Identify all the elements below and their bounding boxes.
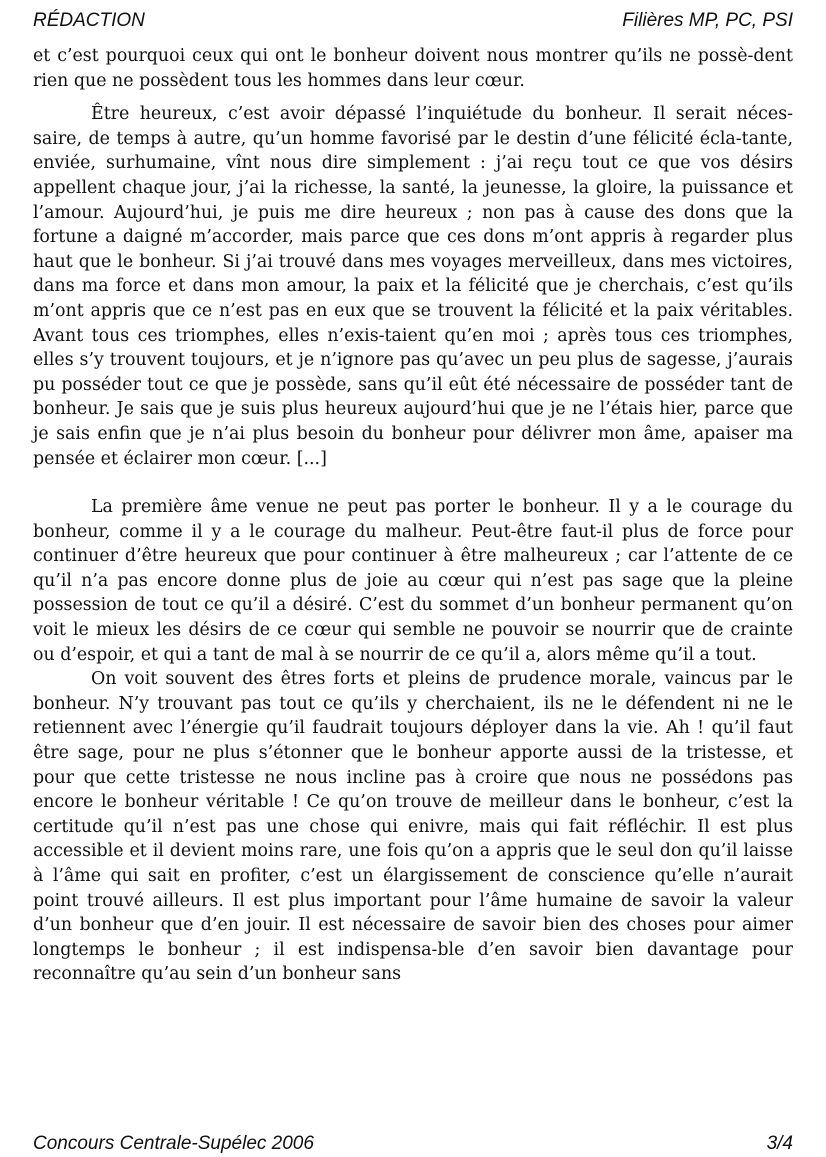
header-streams: Filières MP, PC, PSI [622,10,793,31]
header-section-title: RÉDACTION [33,10,145,31]
body-text [33,44,793,987]
paragraph-premiere-ame: La première âme venue ne peut pas porter le bonheur. Il y a le courage du bonheur, comme il y a le courage du malheur. Peut-être faut-il plus de force pour continuer d’être heureux que pour continuer à être malheureux ; car l’attente de ce qu’il n’a pas encore donne plus de joie au cœur qui n’est pas sage que la pleine possession de tout ce qu’il a désiré. C’est du sommet d’un bonheur permanent qu’on voit le mieux les désirs de ce cœur qui semble ne pouvoir se nourrir que de crainte ou d’espoir, et qui a tant de mal à se nourrir de ce qu’il a, alors même qu’il a tout. [33,497,793,665]
paragraph-etre-heureux: Être heureux, c’est avoir dépassé l’inquiétude du bonheur. Il serait néces-saire, de temps à autre, qu’un homme favorisé par le destin d’une félicité écla-tante, enviée, surhumaine, vînt nous dire simplement : j’ai reçu tout ce que vos désirs appellent chaque jour, j’ai la richesse, la santé, la jeunesse, la gloire, la puissance et l’amour. Aujourd’hui, je puis me dire heureux ; non pas à cause des dons que la fortune a daigné m’accorder, mais parce que ces dons m’ont appris à regarder plus haut que le bonheur. Si j’ai trouvé dans mes voyages merveilleux, dans mes victoires, dans ma force et dans mon amour, la paix et la félicité que je cherchais, c’est qu’ils m’ont appris que ce n’est pas en eux que se trouvent la félicité et la paix véritables. Avant tous ces triomphes, elles n’exis-taient qu’en moi ; après tous ces triomphes, elles s’y trouvent toujours, et je n’ignore pas qu’avec un peu plus de sagesse, j’aurais pu posséder tout ce que je possède, sans qu’il eût été nécessaire de posséder tant de bonheur. Je sais que je suis plus heureux aujourd’hui que je ne l’étais hier, parce que je sais enfin que je n’ai plus besoin du bonheur pour délivrer mon âme, apaiser ma pensée et éclairer mon cœur. [...] [33,104,793,469]
page-footer [33,1133,793,1157]
page-header [33,10,793,36]
footer-page-number: 3/4 [766,1133,793,1154]
footer-exam-name: Concours Centrale-Supélec 2006 [33,1133,314,1154]
paragraph-on-voit-souvent: On voit souvent des êtres forts et pleins de prudence morale, vaincus par le bonheur. N’y trouvant pas tout ce qu’ils y cherchaient, ils ne le défendent ni ne le retiennent avec l’énergie qu’il faudrait toujours déployer dans la vie. Ah ! qu’il faut être sage, pour ne plus s’étonner que le bonheur apporte aussi de la tristesse, et pour que cette tristesse ne nous incline pas à croire que nous ne possédons pas encore le bonheur véritable ! Ce qu’on trouve de meilleur dans le bonheur, c’est la certitude qu’il n’est pas une chose qui enivre, mais qui fait réfléchir. Il est plus accessible et il devient moins rare, une fois qu’on a appris que le seul don qu’il laisse à l’âme qui sait en profiter, c’est un élargissement de conscience qu’elle n’aurait point trouvé ailleurs. Il est plus important pour l’âme humaine de savoir la valeur d’un bonheur que d’en jouir. Il est nécessaire de savoir bien des choses pour aimer longtemps le bonheur ; il est indispensa-ble d’en savoir bien davantage pour reconnaître qu’au sein d’un bonheur sans [33,669,793,985]
paragraph-continuation: et c’est pourquoi ceux qui ont le bonheur doivent nous montrer qu’ils ne possè-dent rien que ne possèdent tous les hommes dans leur cœur. [33,46,793,91]
